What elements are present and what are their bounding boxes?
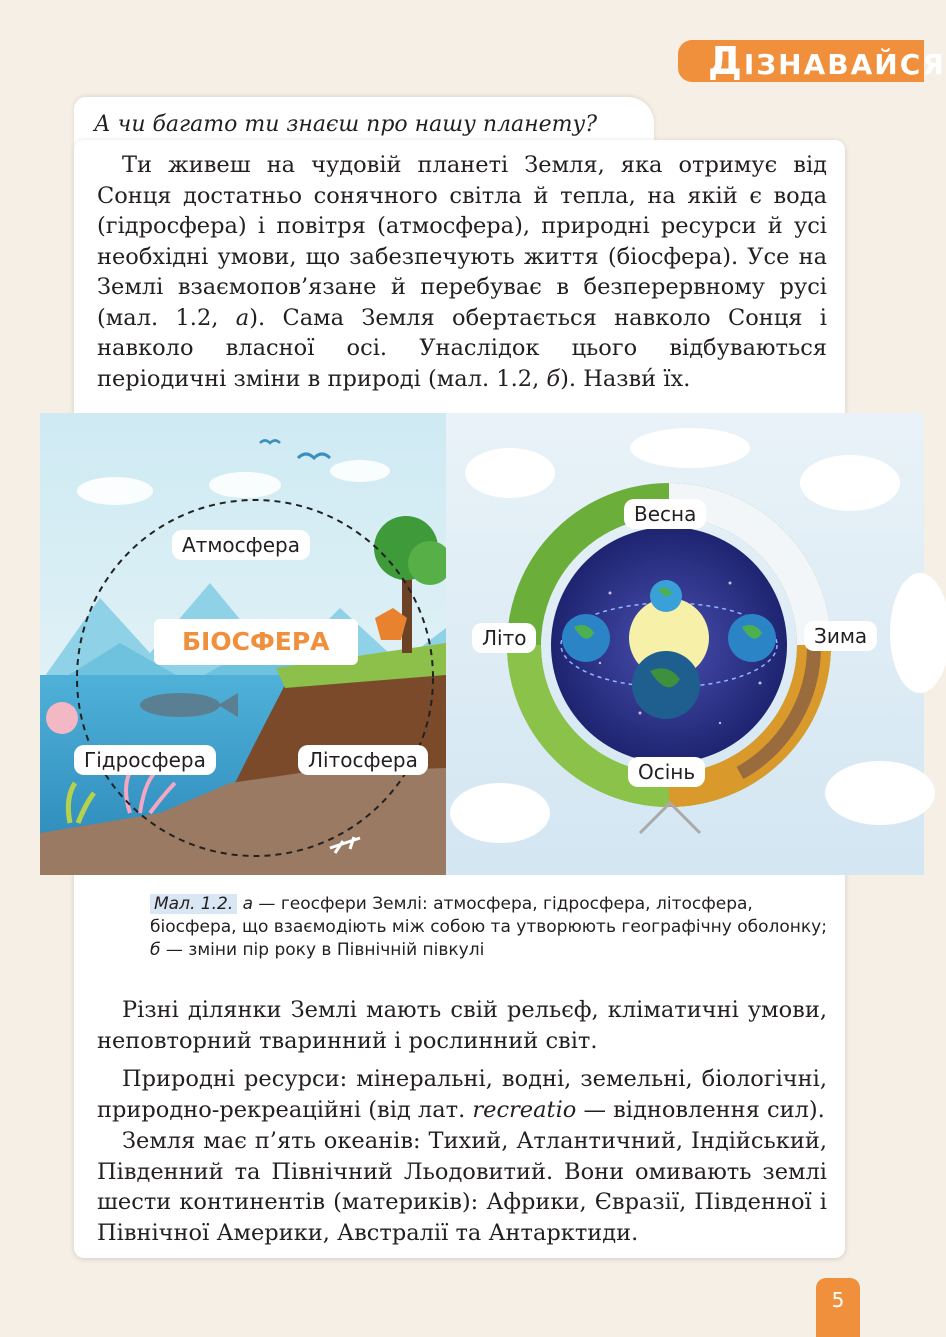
paragraph-resources-part1: Природні ресурси: мінеральні, водні, земельні, біологічні, природно-рекреаційні (від лат.	[97, 1066, 827, 1123]
figure-1-2	[40, 413, 924, 875]
caption-text-b: — зміни пір року в Північній півкулі	[160, 940, 485, 960]
caption-text-a: — геосфери Землі: атмосфера, гідросфера, літосфера, біосфера, що взаємодіють між собою та утворюють географічну оболонку;	[150, 894, 827, 937]
paragraph-intro	[97, 150, 827, 394]
question-heading: А чи багато ти знаєш про нашу планету?	[94, 112, 598, 137]
ref-letter-a: а	[235, 304, 250, 331]
label-hydrosphere: Гідросфера	[74, 745, 216, 775]
paragraph-relief: Різні ділянки Землі мають свій рельєф, кліматичні умови, неповторний тваринний і рослинний світ.	[97, 997, 827, 1054]
label-autumn: Осінь	[628, 757, 705, 787]
caption-letter-a: а	[242, 894, 254, 914]
label-spring: Весна	[624, 499, 706, 529]
caption-ref: Мал. 1.2.	[150, 894, 237, 914]
badge-rest: ІЗНАВАЙСЯ	[743, 48, 946, 81]
paragraph-intro-part2: ). Сама Земля обертається навколо Сонця і навколо власної осі. Унаслідок цього відбуваються періодичні зміни в природі (мал. 1.2,	[97, 304, 827, 392]
page-number: 5	[816, 1278, 860, 1337]
paragraph-intro-part1: Ти живеш на чудовій планеті Земля, яка отримує від Сонця достатньо сонячного світла й тепла, на якій є вода (гідросфера) і повітря (атмосфера), природні ресурси й усі необхідні умови, що забезпечують життя (біосфера). Усе на Землі взаємопов’язане й перебуває в безперервному русі (мал. 1.2,	[97, 152, 827, 331]
label-lithosphere: Літосфера	[298, 745, 428, 775]
paragraph-resources-part2: — відновлення сил).	[576, 1096, 825, 1123]
ref-letter-b: б	[546, 365, 561, 392]
latin-term: recreatio	[472, 1096, 577, 1123]
section-badge	[678, 39, 946, 83]
figure-caption	[150, 893, 830, 962]
paragraph-oceans: Земля має п’ять океанів: Тихий, Атлантичний, Індійський, Південний та Північний Льодовитий. Вони омивають землі шести континентів (материків): Африки, Євразії, Південної і Північної Америки, Австралії та Антарктиди.	[97, 1128, 827, 1246]
paragraph-resources	[97, 1064, 827, 1125]
label-biosphere: БІОСФЕРА	[154, 619, 358, 665]
caption-letter-b: б	[150, 940, 161, 960]
badge-first-letter: Д	[708, 39, 744, 83]
paragraph-intro-part3: ). Назви́ їх.	[560, 365, 691, 392]
label-summer: Літо	[472, 623, 536, 653]
label-winter: Зима	[804, 621, 877, 651]
label-atmosphere: Атмосфера	[172, 530, 310, 560]
section-badge-title	[708, 39, 946, 83]
